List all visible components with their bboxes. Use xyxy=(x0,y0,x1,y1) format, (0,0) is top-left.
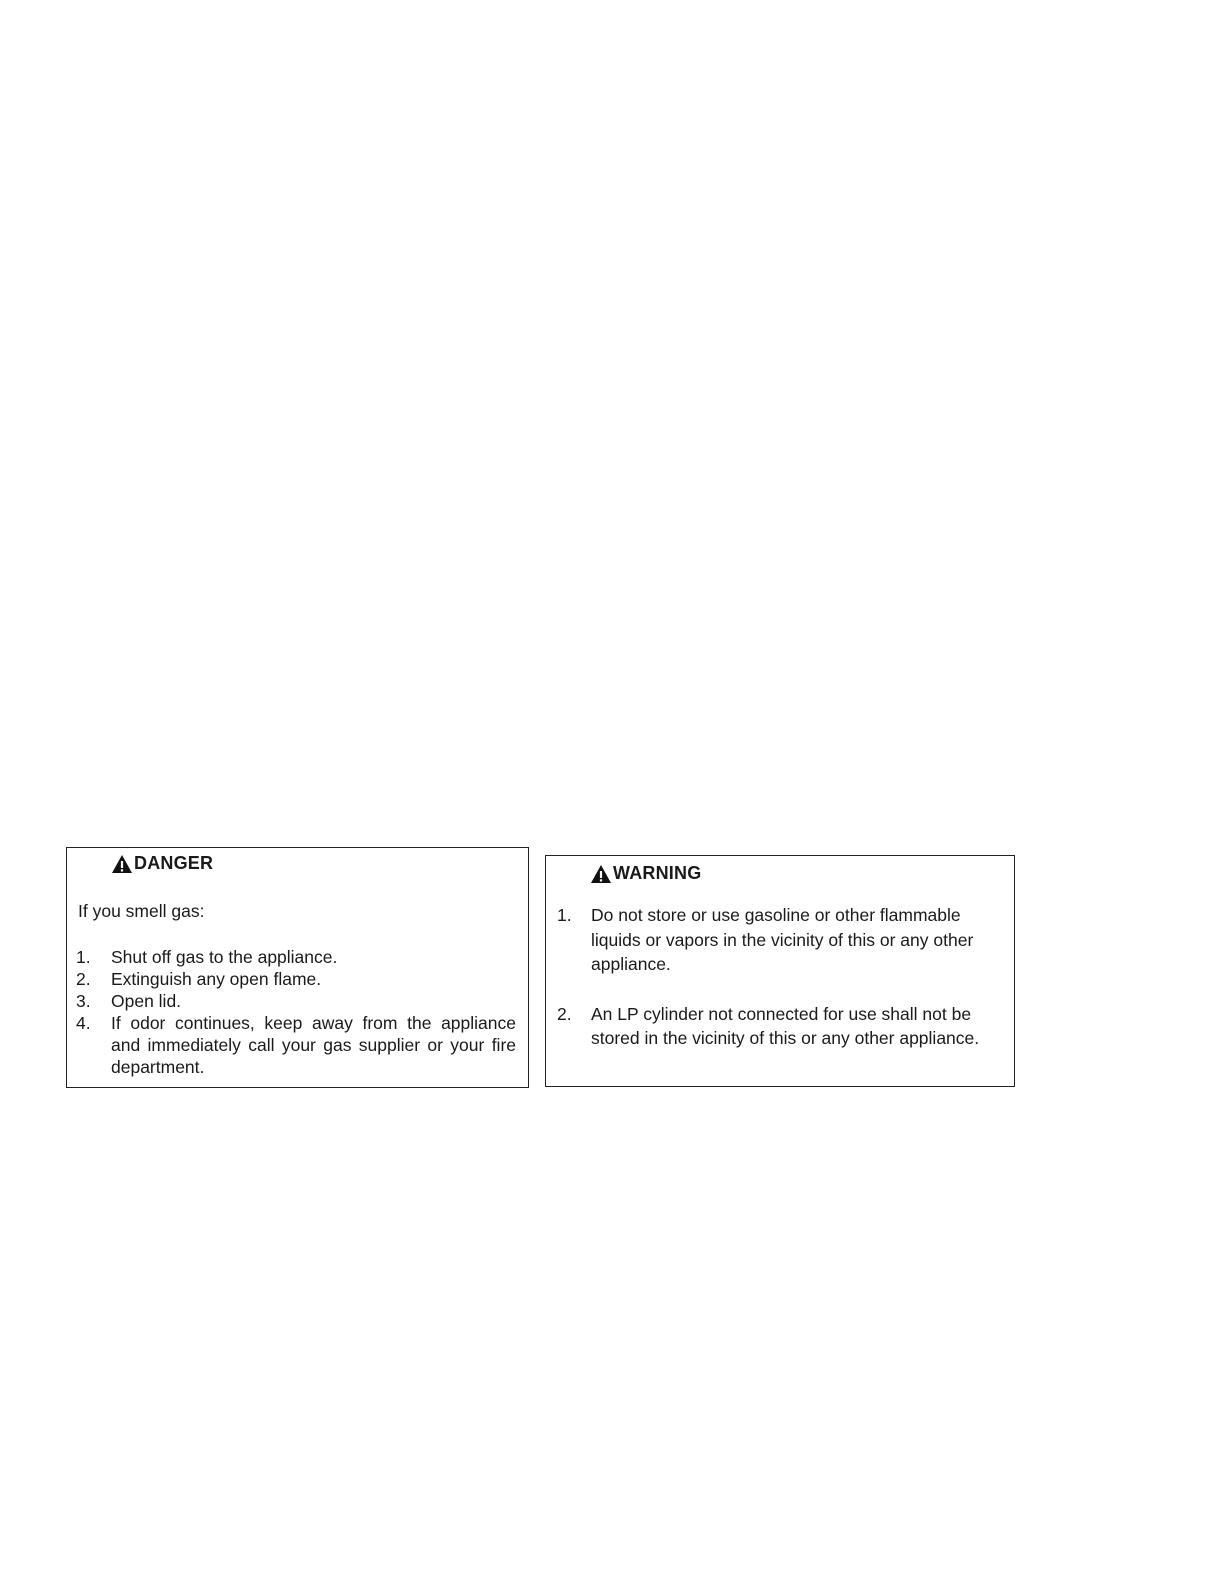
warning-heading-text: WARNING xyxy=(613,863,702,883)
warning-box xyxy=(545,855,1015,1087)
list-item-number: 1. xyxy=(557,905,572,925)
list-item-text: If odor continues, keep away from the appliance and immediately call your gas supplier or your fire department. xyxy=(111,1013,516,1077)
danger-list xyxy=(76,946,516,1078)
warning-heading xyxy=(590,863,701,884)
danger-box xyxy=(66,847,529,1088)
list-item-number: 1. xyxy=(76,947,91,967)
list-item xyxy=(76,990,516,1012)
list-item xyxy=(557,1002,997,1051)
warning-list xyxy=(557,903,997,1051)
list-item-number: 2. xyxy=(557,1003,572,1024)
list-item-number: 2. xyxy=(76,969,91,989)
list-item-text: Extinguish any open flame. xyxy=(111,969,322,989)
warning-triangle-icon xyxy=(111,854,133,874)
list-item xyxy=(76,1012,516,1078)
warning-triangle-icon xyxy=(590,864,612,884)
list-item xyxy=(76,968,516,990)
danger-intro: If you smell gas: xyxy=(78,901,205,921)
list-item xyxy=(76,946,516,968)
list-item-text: Do not store or use gasoline or other flammable liquids or vapors in the vicinity of this or any other appliance. xyxy=(591,905,974,974)
list-item xyxy=(557,903,997,977)
danger-heading-text: DANGER xyxy=(134,853,214,873)
list-item-number: 4. xyxy=(76,1013,91,1033)
list-item-text: Shut off gas to the appliance. xyxy=(111,947,338,967)
list-item-text: An LP cylinder not connected for use shall not be stored in the vicinity of this or any other appliance. xyxy=(591,1003,980,1048)
danger-heading xyxy=(111,853,213,874)
list-item-text: Open lid. xyxy=(111,991,182,1011)
list-item-number: 3. xyxy=(76,991,91,1011)
